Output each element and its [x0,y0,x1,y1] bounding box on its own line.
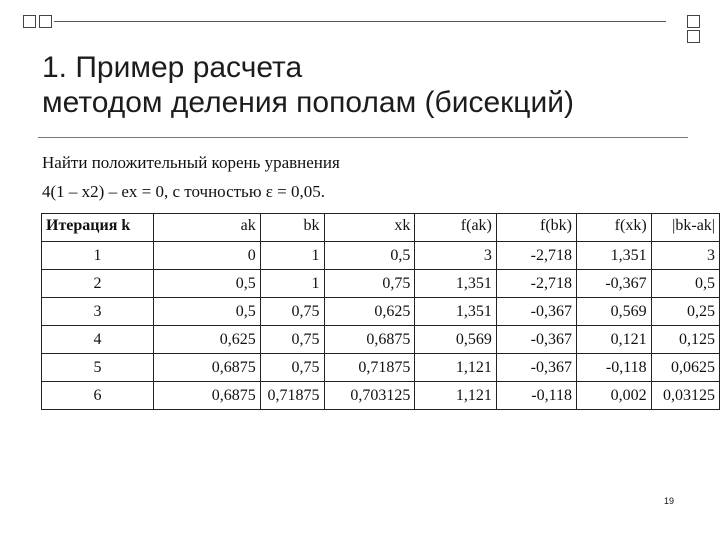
table-row [42,382,720,410]
page-number: 19 [664,496,675,506]
table-row [42,270,720,298]
table-cell: 1 [260,270,324,298]
table-cell: 5 [42,354,154,382]
table-cell: 0,5 [153,298,260,326]
table-cell: 0,0625 [651,354,719,382]
table-cell: 0,75 [260,354,324,382]
table-cell: 3 [42,298,154,326]
header-interval: |bk-ak| [651,214,719,242]
table-cell: 2 [42,270,154,298]
task-line-2: 4(1 – x2) – ex = 0, с точностью ε = 0,05. [42,182,325,201]
table-cell: 3 [651,242,719,270]
decor-square [687,15,700,28]
title-line-2: методом деления пополам (бисекций) [42,86,574,119]
table-cell: 1 [260,242,324,270]
task-statement [42,148,340,206]
table-cell: 0,703125 [324,382,415,410]
table-cell: 0,03125 [651,382,719,410]
table-cell: -0,367 [496,326,576,354]
table-cell: 0 [153,242,260,270]
table-cell: 0,625 [153,326,260,354]
table-cell: 0,569 [577,298,652,326]
decor-top-line [54,21,666,22]
table-cell: -0,367 [496,354,576,382]
table-cell: 0,25 [651,298,719,326]
table-cell: -0,367 [577,270,652,298]
table-row [42,242,720,270]
table-cell: 3 [415,242,496,270]
table-cell: 0,6875 [153,382,260,410]
table-cell: 1,351 [415,270,496,298]
bisection-table [41,213,720,410]
table-cell: 0,5 [324,242,415,270]
table-cell: 0,5 [651,270,719,298]
table-cell: 0,75 [260,326,324,354]
table-cell: -0,118 [496,382,576,410]
header-f-xk: f(xk) [577,214,652,242]
table-cell: 0,71875 [260,382,324,410]
table-row [42,298,720,326]
table-cell: 6 [42,382,154,410]
table-cell: 0,569 [415,326,496,354]
table-cell: -0,118 [577,354,652,382]
table-cell: 0,6875 [153,354,260,382]
table-header-row [42,214,720,242]
table-cell: 0,75 [260,298,324,326]
header-ak: ak [153,214,260,242]
table-cell: 0,125 [651,326,719,354]
table-cell: 0,71875 [324,354,415,382]
table-cell: -0,367 [496,298,576,326]
table-row [42,354,720,382]
table-cell: 0,5 [153,270,260,298]
decor-square [23,15,36,28]
header-f-ak: f(ak) [415,214,496,242]
header-xk: xk [324,214,415,242]
title-divider [38,137,688,138]
decor-square [687,30,700,43]
table-cell: -2,718 [496,242,576,270]
table-cell: 1 [42,242,154,270]
table-cell: 1,121 [415,382,496,410]
table-cell: 4 [42,326,154,354]
table-cell: 0,625 [324,298,415,326]
decor-square [39,15,52,28]
header-iteration: Итерация k [42,214,154,242]
table-cell: 1,351 [577,242,652,270]
header-f-bk: f(bk) [496,214,576,242]
table-cell: 0,121 [577,326,652,354]
title-line-1: 1. Пример расчета [42,51,303,84]
task-line-1: Найти положительный корень уравнения [42,153,340,172]
table-cell: 0,75 [324,270,415,298]
table-cell: 1,121 [415,354,496,382]
table-cell: -2,718 [496,270,576,298]
header-bk: bk [260,214,324,242]
table-cell: 0,002 [577,382,652,410]
table-row [42,326,720,354]
table-cell: 0,6875 [324,326,415,354]
slide-title [42,50,574,120]
table-cell: 1,351 [415,298,496,326]
